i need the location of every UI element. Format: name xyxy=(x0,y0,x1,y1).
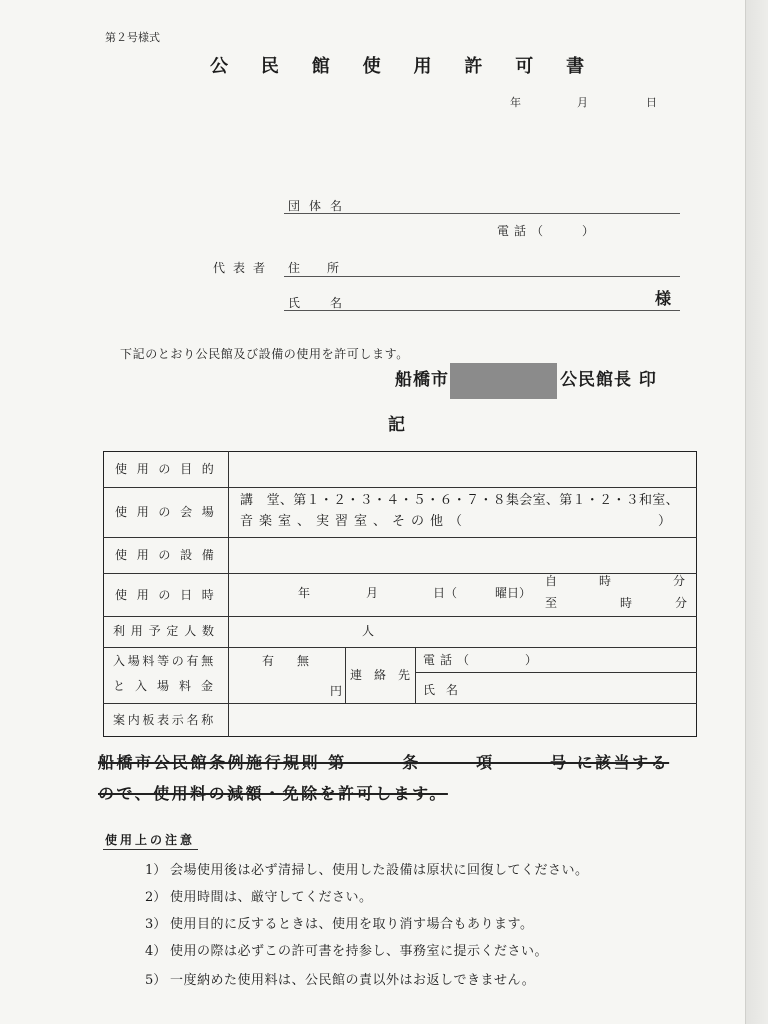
table-row-divider xyxy=(103,703,697,704)
paper-edge-shadow xyxy=(745,0,768,1024)
permit-statement: 下記のとおり公民館及び設備の使用を許可します。 xyxy=(120,347,409,361)
time-to-label: 至 xyxy=(545,596,558,610)
contact-phone-name-divider xyxy=(415,672,697,673)
fee-unit-yen: 円 xyxy=(330,684,343,698)
date-day-label: 日 xyxy=(646,96,657,109)
time-from-label: 自 xyxy=(545,574,558,588)
issuer-title-seal: 公民館長 印 xyxy=(560,370,657,390)
table-row-divider xyxy=(103,537,697,538)
venue-options-line1: 講 堂、第１・２・３・４・５・６・７・８集会室、第１・２・３和室、 xyxy=(240,493,679,508)
usage-year-label: 年 xyxy=(298,586,311,600)
time-to-minute-label: 分 xyxy=(675,596,688,610)
venue-label: 使用の会場 xyxy=(115,505,224,519)
applicant-phone-label: 電話（ ） xyxy=(497,224,600,238)
note-number: 1） xyxy=(145,863,167,878)
reduction-clause-line2: ので、使用料の減額・免除を許可します。 xyxy=(98,784,448,803)
fee-no-label: 無 xyxy=(297,654,310,668)
venue-options-line2: 音楽室、実習室、その他（ ） xyxy=(240,514,678,529)
note-text: 使用目的に反するときは、使用を取り消す場合もあります。 xyxy=(170,917,534,932)
honorific-sama: 様 xyxy=(655,289,672,308)
issuer-city: 船橋市 xyxy=(395,370,449,390)
attendance-unit: 人 xyxy=(362,624,375,638)
note-text: 会場使用後は必ず清掃し、使用した設備は原状に回復してください。 xyxy=(170,863,589,878)
redacted-center-name xyxy=(450,363,557,399)
signboard-label: 案内板表示名称 xyxy=(113,713,216,727)
datetime-label: 使用の日時 xyxy=(115,588,224,602)
time-to-hour-label: 時 xyxy=(620,596,633,610)
note-text: 使用時間は、厳守してください。 xyxy=(170,890,373,905)
contact-name-label: 氏名 xyxy=(423,683,470,697)
purpose-label: 使用の目的 xyxy=(115,462,224,476)
fee-label-line1: 入場料等の有無 xyxy=(113,654,216,668)
address-underline xyxy=(284,276,680,277)
page-title: 公 民 館 使 用 許 可 書 xyxy=(210,56,598,77)
equipment-label: 使用の設備 xyxy=(115,548,224,562)
representative-label: 代表者 xyxy=(213,261,274,275)
name-underline xyxy=(284,310,680,311)
time-from-minute-label: 分 xyxy=(673,574,686,588)
note-number: 5） xyxy=(145,973,167,988)
group-name-underline xyxy=(284,213,680,214)
time-from-hour-label: 時 xyxy=(599,574,612,588)
usage-month-label: 月 xyxy=(366,586,379,600)
reduction-clause-line1: 船橋市公民館条例施行規則 第 条 項 号 に該当する xyxy=(98,753,670,772)
usage-day-label: 日（ xyxy=(433,586,458,600)
table-label-column-divider xyxy=(228,451,229,737)
table-row-divider xyxy=(103,616,697,617)
fee-label-line2: と入場料金 xyxy=(113,679,224,693)
table-row-divider xyxy=(103,487,697,488)
note-text: 使用の際は必ずこの許可書を持参し、事務室に提示ください。 xyxy=(170,944,549,959)
fee-contact-divider xyxy=(345,647,346,703)
contact-phone-label: 電話（ ） xyxy=(423,653,543,667)
usage-notes-heading: 使用上の注意 xyxy=(103,834,198,850)
ki-heading: 記 xyxy=(388,415,405,435)
date-year-label: 年 xyxy=(510,96,521,109)
note-number: 2） xyxy=(145,890,167,905)
note-text: 一度納めた使用料は、公民館の責以外はお返しできません。 xyxy=(170,973,536,988)
name-label: 氏 名 xyxy=(288,296,352,310)
address-label: 住 所 xyxy=(288,261,347,275)
contact-label: 連絡先 xyxy=(350,668,423,682)
attendance-label: 利用予定人数 xyxy=(113,624,220,638)
fee-yes-label: 有 xyxy=(262,654,275,668)
group-name-label: 団体名 xyxy=(288,199,352,213)
form-number: 第２号様式 xyxy=(105,31,160,44)
note-number: 4） xyxy=(145,944,167,959)
note-number: 3） xyxy=(145,917,167,932)
table-row-divider xyxy=(103,647,697,648)
date-month-label: 月 xyxy=(577,96,588,109)
usage-weekday-label: 曜日） xyxy=(495,586,532,600)
